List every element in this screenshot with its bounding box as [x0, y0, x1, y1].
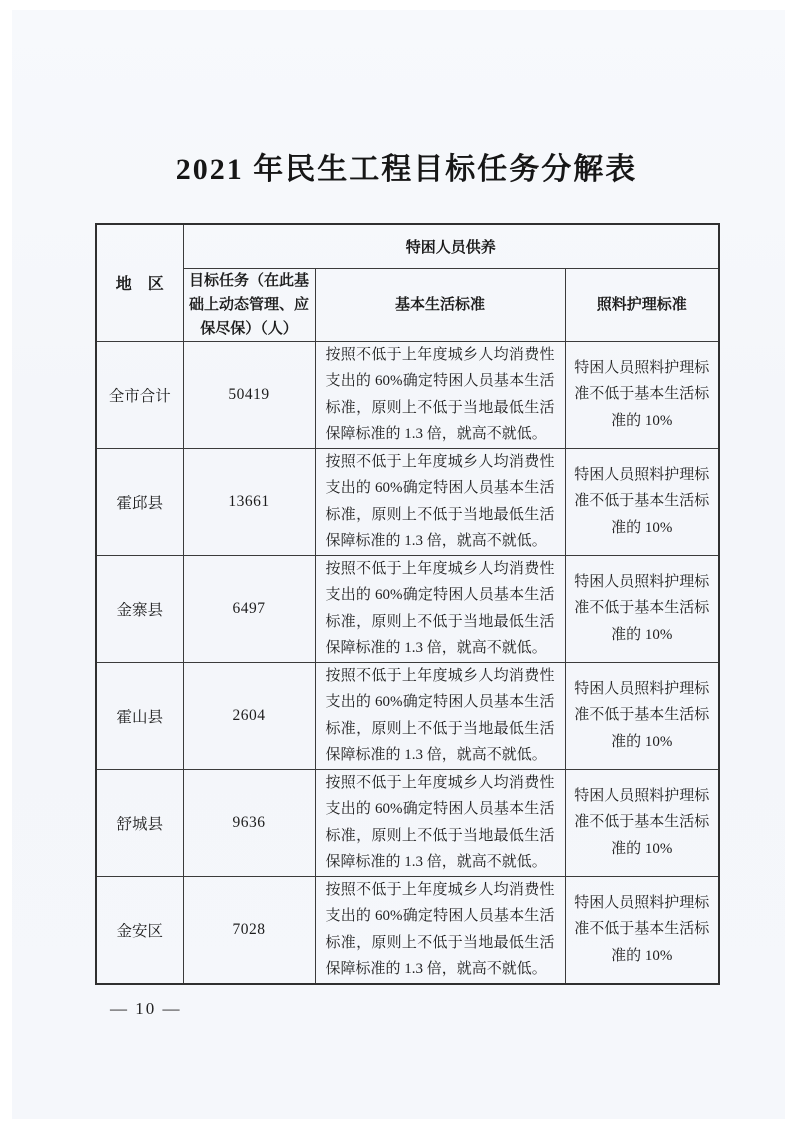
table-row — [96, 769, 719, 876]
column-header-target: 目标任务（在此基础上动态管理、应保尽保）（人） — [183, 268, 315, 341]
table-group-header-row — [96, 224, 719, 268]
care-standard-cell: 特困人员照料护理标准不低于基本生活标准的 10% — [565, 769, 719, 876]
table-row — [96, 448, 719, 555]
region-cell: 金寨县 — [96, 555, 183, 662]
living-standard-cell: 按照不低于上年度城乡人均消费性支出的 60%确定特困人员基本生活标准，原则上不低于当地最低生活保障标准的 1.3 倍，就高不就低。 — [315, 555, 565, 662]
task-breakdown-table — [95, 223, 720, 985]
living-standard-cell: 按照不低于上年度城乡人均消费性支出的 60%确定特困人员基本生活标准，原则上不低于当地最低生活保障标准的 1.3 倍，就高不就低。 — [315, 876, 565, 984]
target-cell: 6497 — [183, 555, 315, 662]
care-standard-cell: 特困人员照料护理标准不低于基本生活标准的 10% — [565, 876, 719, 984]
target-cell: 50419 — [183, 341, 315, 448]
page-title: 2021 年民生工程目标任务分解表 — [175, 153, 638, 186]
page-number: — 10 — — [110, 999, 182, 1018]
table-column-header-row — [96, 268, 719, 341]
living-standard-cell: 按照不低于上年度城乡人均消费性支出的 60%确定特困人员基本生活标准，原则上不低于当地最低生活保障标准的 1.3 倍，就高不就低。 — [315, 769, 565, 876]
target-cell: 9636 — [183, 769, 315, 876]
target-cell: 2604 — [183, 662, 315, 769]
care-standard-cell: 特困人员照料护理标准不低于基本生活标准的 10% — [565, 448, 719, 555]
region-cell: 全市合计 — [96, 341, 183, 448]
column-header-care-standard: 照料护理标准 — [565, 268, 719, 341]
region-cell: 金安区 — [96, 876, 183, 984]
care-standard-cell: 特困人员照料护理标准不低于基本生活标准的 10% — [565, 662, 719, 769]
care-standard-cell: 特困人员照料护理标准不低于基本生活标准的 10% — [565, 341, 719, 448]
target-cell: 13661 — [183, 448, 315, 555]
scanned-page — [12, 10, 785, 1119]
living-standard-cell: 按照不低于上年度城乡人均消费性支出的 60%确定特困人员基本生活标准，原则上不低于当地最低生活保障标准的 1.3 倍，就高不就低。 — [315, 341, 565, 448]
column-header-living-standard: 基本生活标准 — [315, 268, 565, 341]
target-cell: 7028 — [183, 876, 315, 984]
care-standard-cell: 特困人员照料护理标准不低于基本生活标准的 10% — [565, 555, 719, 662]
region-cell: 舒城县 — [96, 769, 183, 876]
table-row — [96, 876, 719, 984]
table-row — [96, 555, 719, 662]
table-row — [96, 662, 719, 769]
region-cell: 霍邱县 — [96, 448, 183, 555]
living-standard-cell: 按照不低于上年度城乡人均消费性支出的 60%确定特困人员基本生活标准，原则上不低于当地最低生活保障标准的 1.3 倍，就高不就低。 — [315, 448, 565, 555]
region-cell: 霍山县 — [96, 662, 183, 769]
column-header-region: 地 区 — [96, 224, 183, 341]
table-group-header: 特困人员供养 — [183, 224, 719, 268]
table-row — [96, 341, 719, 448]
living-standard-cell: 按照不低于上年度城乡人均消费性支出的 60%确定特困人员基本生活标准，原则上不低于当地最低生活保障标准的 1.3 倍，就高不就低。 — [315, 662, 565, 769]
